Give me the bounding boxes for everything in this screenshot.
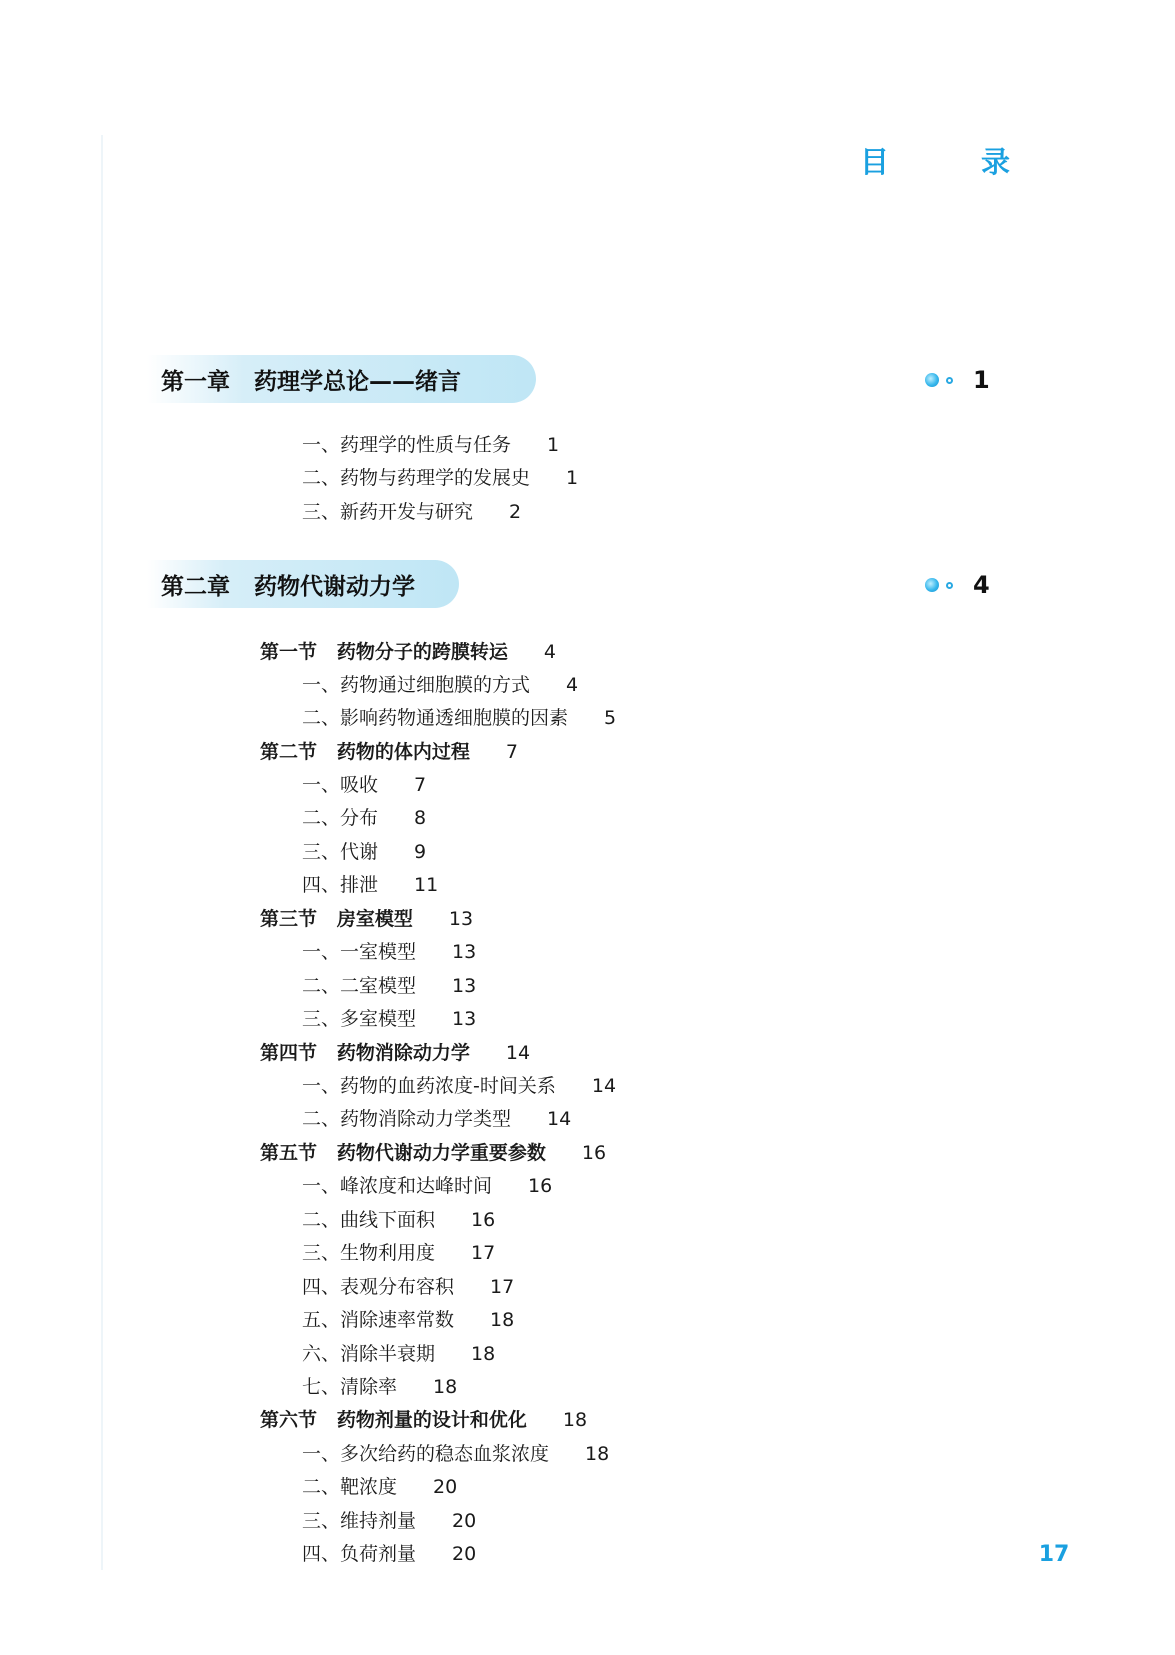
- toc-entry[interactable]: [302, 463, 578, 493]
- toc-entry[interactable]: [302, 1104, 571, 1134]
- chapter-title: 第一章 药理学总论——绪言: [161, 368, 462, 395]
- toc-entry-text: 一、药物的血药浓度-时间关系: [302, 1075, 556, 1097]
- toc-entry-page: 9: [414, 841, 427, 863]
- toc-entry[interactable]: [302, 870, 438, 900]
- chapter-title: 第二章 药物代谢动力学: [161, 573, 416, 600]
- toc-entry-text: 六、消除半衰期: [302, 1343, 436, 1365]
- toc-entry-text: 四、排泄: [302, 874, 379, 896]
- toc-entry[interactable]: [302, 770, 426, 800]
- toc-entry-text: 三、维持剂量: [302, 1510, 417, 1532]
- toc-entry-page: 20: [452, 1543, 477, 1565]
- toc-entry-text: 五、消除速率常数: [302, 1309, 455, 1331]
- toc-entry[interactable]: [302, 1004, 476, 1034]
- toc-entry-page: 1: [547, 434, 560, 456]
- toc-entry-page: 4: [566, 674, 579, 696]
- page-title-char-1: 目: [860, 145, 890, 179]
- toc-section[interactable]: [260, 637, 556, 667]
- toc-section-text: 第一节 药物分子的跨膜转运: [260, 641, 508, 663]
- toc-entry-text: 三、新药开发与研究: [302, 501, 474, 523]
- toc-entry[interactable]: [302, 1238, 495, 1268]
- toc-entry-text: 一、峰浓度和达峰时间: [302, 1175, 493, 1197]
- toc-entry-page: 13: [452, 941, 477, 963]
- chapter-page-number: 1: [973, 366, 990, 394]
- toc-entry[interactable]: [302, 497, 521, 527]
- toc-entry[interactable]: [302, 1439, 609, 1469]
- toc-section[interactable]: [260, 1138, 606, 1168]
- toc-entry-page: 20: [452, 1510, 477, 1532]
- toc-entry[interactable]: [302, 1339, 495, 1369]
- toc-section[interactable]: [260, 1405, 587, 1435]
- toc-entry-text: 三、生物利用度: [302, 1242, 436, 1264]
- toc-entry-page: 14: [591, 1075, 617, 1097]
- toc-entry-text: 二、靶浓度: [302, 1476, 398, 1498]
- toc-entry[interactable]: [302, 670, 578, 700]
- toc-entry[interactable]: [302, 430, 559, 460]
- toc-entry-text: 一、药理学的性质与任务: [302, 434, 512, 456]
- chapter-heading-2[interactable]: [147, 560, 459, 608]
- toc-entry-page: 13: [452, 975, 477, 997]
- toc-entry-page: 17: [490, 1276, 515, 1298]
- toc-section-page: 18: [562, 1409, 588, 1431]
- toc-entry-page: 1: [566, 467, 579, 489]
- chapter-heading-1[interactable]: [147, 355, 536, 403]
- page-title-char-2: 录: [980, 145, 1010, 179]
- page-margin-line: [101, 135, 103, 1570]
- toc-entry-page: 5: [604, 707, 617, 729]
- page-number: 17: [1038, 1542, 1070, 1567]
- toc-entry-page: 18: [585, 1443, 610, 1465]
- toc-entry-text: 二、影响药物通透细胞膜的因素: [302, 707, 569, 729]
- toc-entry-text: 三、代谢: [302, 841, 379, 863]
- toc-entry-text: 二、药物与药理学的发展史: [302, 467, 531, 489]
- toc-section[interactable]: [260, 1038, 530, 1068]
- toc-section-text: 第六节 药物剂量的设计和优化: [260, 1409, 527, 1431]
- bullet-dot-icon: [925, 578, 939, 592]
- toc-entry-text: 七、清除率: [302, 1376, 398, 1398]
- toc-entry[interactable]: [302, 1305, 514, 1335]
- toc-entry-page: 7: [414, 774, 427, 796]
- toc-entry-text: 三、多室模型: [302, 1008, 417, 1030]
- toc-entry-page: 13: [452, 1008, 477, 1030]
- toc-section-page: 14: [505, 1042, 531, 1064]
- toc-entry[interactable]: [302, 1071, 616, 1101]
- toc-entry[interactable]: [302, 937, 476, 967]
- chapter-page-2: [925, 571, 990, 599]
- toc-entry-page: 18: [490, 1309, 515, 1331]
- toc-entry-text: 二、二室模型: [302, 975, 417, 997]
- chapter-page-1: [925, 366, 990, 394]
- toc-section-page: 4: [543, 641, 556, 663]
- toc-entry[interactable]: [302, 703, 616, 733]
- bullet-ring-icon: [946, 582, 953, 589]
- toc-section-page: 13: [448, 908, 474, 930]
- toc-section[interactable]: [260, 904, 473, 934]
- page-title: [860, 140, 1010, 180]
- toc-entry-page: 16: [528, 1175, 553, 1197]
- toc-entry[interactable]: [302, 803, 426, 833]
- toc-entry-text: 一、一室模型: [302, 941, 417, 963]
- toc-entry-page: 16: [471, 1209, 496, 1231]
- toc-entry[interactable]: [302, 1171, 552, 1201]
- toc-section-page: 16: [581, 1142, 607, 1164]
- toc-entry-text: 二、药物消除动力学类型: [302, 1108, 512, 1130]
- toc-entry[interactable]: [302, 971, 476, 1001]
- toc-section-text: 第四节 药物消除动力学: [260, 1042, 470, 1064]
- toc-entry[interactable]: [302, 1372, 457, 1402]
- toc-entry-page: 2: [509, 501, 522, 523]
- toc-entry-page: 18: [433, 1376, 458, 1398]
- toc-entry-text: 四、负荷剂量: [302, 1543, 417, 1565]
- toc-entry-text: 一、吸收: [302, 774, 379, 796]
- toc-section-page: 7: [505, 741, 518, 763]
- toc-section-text: 第五节 药物代谢动力学重要参数: [260, 1142, 546, 1164]
- toc-entry-page: 14: [547, 1108, 572, 1130]
- toc-entry[interactable]: [302, 1506, 476, 1536]
- toc-entry-page: 8: [414, 807, 427, 829]
- toc-entry-text: 一、多次给药的稳态血浆浓度: [302, 1443, 550, 1465]
- toc-entry-page: 20: [433, 1476, 458, 1498]
- toc-entry-page: 11: [414, 874, 439, 896]
- toc-entry-text: 二、分布: [302, 807, 379, 829]
- toc-entry[interactable]: [302, 837, 426, 867]
- toc-entry[interactable]: [302, 1272, 514, 1302]
- toc-section[interactable]: [260, 737, 518, 767]
- chapter-page-number: 4: [973, 571, 990, 599]
- toc-entry[interactable]: [302, 1205, 495, 1235]
- toc-entry-text: 四、表观分布容积: [302, 1276, 455, 1298]
- toc-entry-text: 一、药物通过细胞膜的方式: [302, 674, 531, 696]
- bullet-ring-icon: [946, 377, 953, 384]
- toc-section-text: 第三节 房室模型: [260, 908, 413, 930]
- toc-section-text: 第二节 药物的体内过程: [260, 741, 470, 763]
- toc-entry[interactable]: [302, 1472, 457, 1502]
- toc-entry-page: 18: [471, 1343, 496, 1365]
- toc-entry-text: 二、曲线下面积: [302, 1209, 436, 1231]
- toc-entry-page: 17: [471, 1242, 496, 1264]
- toc-entry[interactable]: [302, 1539, 476, 1569]
- bullet-dot-icon: [925, 373, 939, 387]
